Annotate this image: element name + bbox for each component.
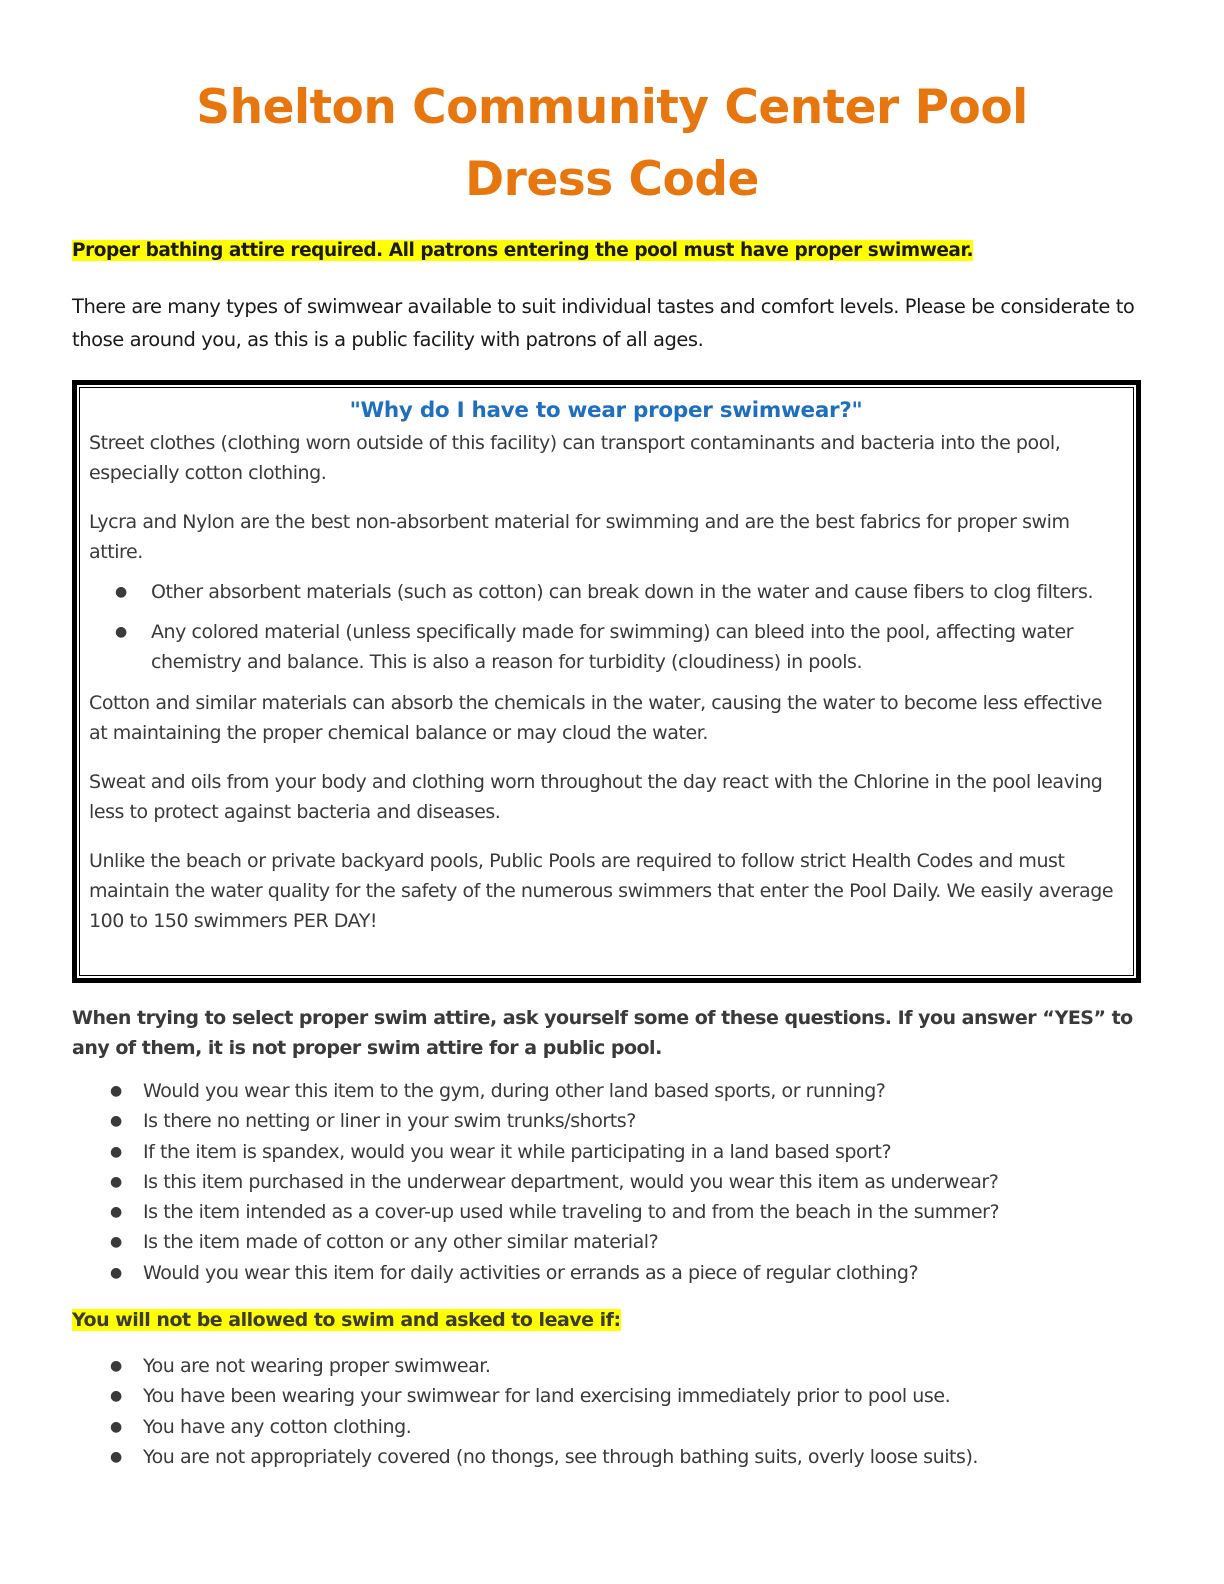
question-text: Would you wear this item to the gym, during other land based sports, or running?	[143, 1080, 886, 1102]
why-paragraph-4: Sweat and oils from your body and clothing worn throughout the day react with the Chlorine in the pool leaving less to protect against bacteria and diseases.	[89, 771, 1103, 823]
question-text: Is the item made of cotton or any other similar material?	[143, 1231, 659, 1254]
reason-text: You are not wearing proper swimwear.	[143, 1355, 491, 1377]
reason-text: You have been wearing your swimwear for land exercising immediately prior to pool use.	[143, 1385, 951, 1408]
warning-heading	[72, 1307, 621, 1334]
why-box-inner	[79, 387, 1134, 976]
question-item	[72, 1076, 1152, 1106]
requirement-notice	[72, 238, 973, 264]
why-bullet-item	[89, 617, 1123, 677]
title-line-2: Dress Code	[465, 152, 759, 207]
question-text: If the item is spandex, would you wear it while participating in a land based sport?	[143, 1140, 892, 1163]
bullet-icon: ●	[110, 1173, 122, 1190]
question-item	[72, 1197, 1152, 1227]
why-paragraph-3: Cotton and similar materials can absorb the chemicals in the water, causing the water to become less effective at maintaining the proper chemical balance or may cloud the water.	[89, 692, 1103, 744]
intro-paragraph: There are many types of swimwear available to suit individual tastes and comfort levels. Please be considerate to those around you, as this is a public facility with patrons of all ages.	[72, 295, 1135, 351]
questions-intro: When trying to select proper swim attire, ask yourself some of these questions. If you answer “YES” to any of them, it is not proper swim attire for a public pool.	[72, 1007, 1133, 1059]
reason-item	[72, 1442, 1152, 1472]
bullet-icon: ●	[110, 1358, 122, 1374]
why-bullet-list	[89, 577, 1123, 677]
bullet-icon: ●	[110, 1143, 122, 1160]
why-bullet-item	[89, 577, 1123, 607]
bullet-icon: ●	[110, 1204, 122, 1221]
reason-item	[72, 1381, 1152, 1411]
why-box	[72, 380, 1141, 983]
question-item	[72, 1106, 1152, 1136]
why-bullet-text: Any colored material (unless specifically made for swimming) can bleed into the pool, affecting water chemistry and balance. This is also a reason for turbidity (cloudiness) in pools.	[151, 621, 1074, 673]
bullet-icon: ●	[110, 1388, 122, 1405]
question-item	[72, 1258, 1152, 1288]
reason-text: You are not appropriately covered (no thongs, see through bathing suits, overly loose suits).	[143, 1445, 979, 1468]
why-box-title: "Why do I have to wear proper swimwear?"	[349, 398, 863, 423]
reasons-list	[72, 1351, 1152, 1472]
question-item	[72, 1227, 1152, 1257]
reason-item	[72, 1412, 1152, 1442]
why-paragraph-1: Street clothes (clothing worn outside of this facility) can transport contaminants and bacteria into the pool, especially cotton clothing.	[89, 432, 1061, 484]
why-bullet-text: Other absorbent materials (such as cotton) can break down in the water and cause fibers to clog filters.	[151, 581, 1094, 603]
question-text: Is there no netting or liner in your swim trunks/shorts?	[143, 1110, 636, 1133]
bullet-icon: ●	[115, 584, 127, 600]
bullet-icon: ●	[115, 624, 127, 640]
title-line-1: Shelton Community Center Pool	[196, 80, 1028, 135]
question-text: Is the item intended as a cover-up used while traveling to and from the beach in the summer?	[143, 1201, 1000, 1224]
why-paragraph-5: Unlike the beach or private backyard pools, Public Pools are required to follow strict Health Codes and must maintain the water quality for the safety of the numerous swimmers that enter the Pool Daily. We easily average 100 to 150 swimmers PER DAY!	[89, 850, 1114, 932]
question-item	[72, 1137, 1152, 1167]
bullet-icon: ●	[110, 1083, 122, 1099]
question-text: Is this item purchased in the underwear department, would you wear this item as underwear?	[143, 1170, 999, 1193]
why-paragraph-2: Lycra and Nylon are the best non-absorbent material for swimming and are the best fabrics for proper swim attire.	[89, 511, 1070, 563]
bullet-icon: ●	[110, 1418, 122, 1435]
question-item	[72, 1167, 1152, 1197]
questions-list	[72, 1076, 1152, 1288]
bullet-icon: ●	[110, 1264, 122, 1281]
requirement-text: Proper bathing attire required. All patrons entering the pool must have proper swimwear.	[72, 240, 974, 261]
bullet-icon: ●	[110, 1113, 122, 1130]
question-text: Would you wear this item for daily activities or errands as a piece of regular clothing?	[143, 1261, 919, 1284]
page-title	[0, 72, 1224, 216]
reason-text: You have any cotton clothing.	[143, 1415, 412, 1438]
warning-text: You will not be allowed to swim and asked to leave if:	[72, 1309, 621, 1331]
bullet-icon: ●	[110, 1234, 122, 1251]
bullet-icon: ●	[110, 1448, 122, 1465]
reason-item	[72, 1351, 1152, 1381]
